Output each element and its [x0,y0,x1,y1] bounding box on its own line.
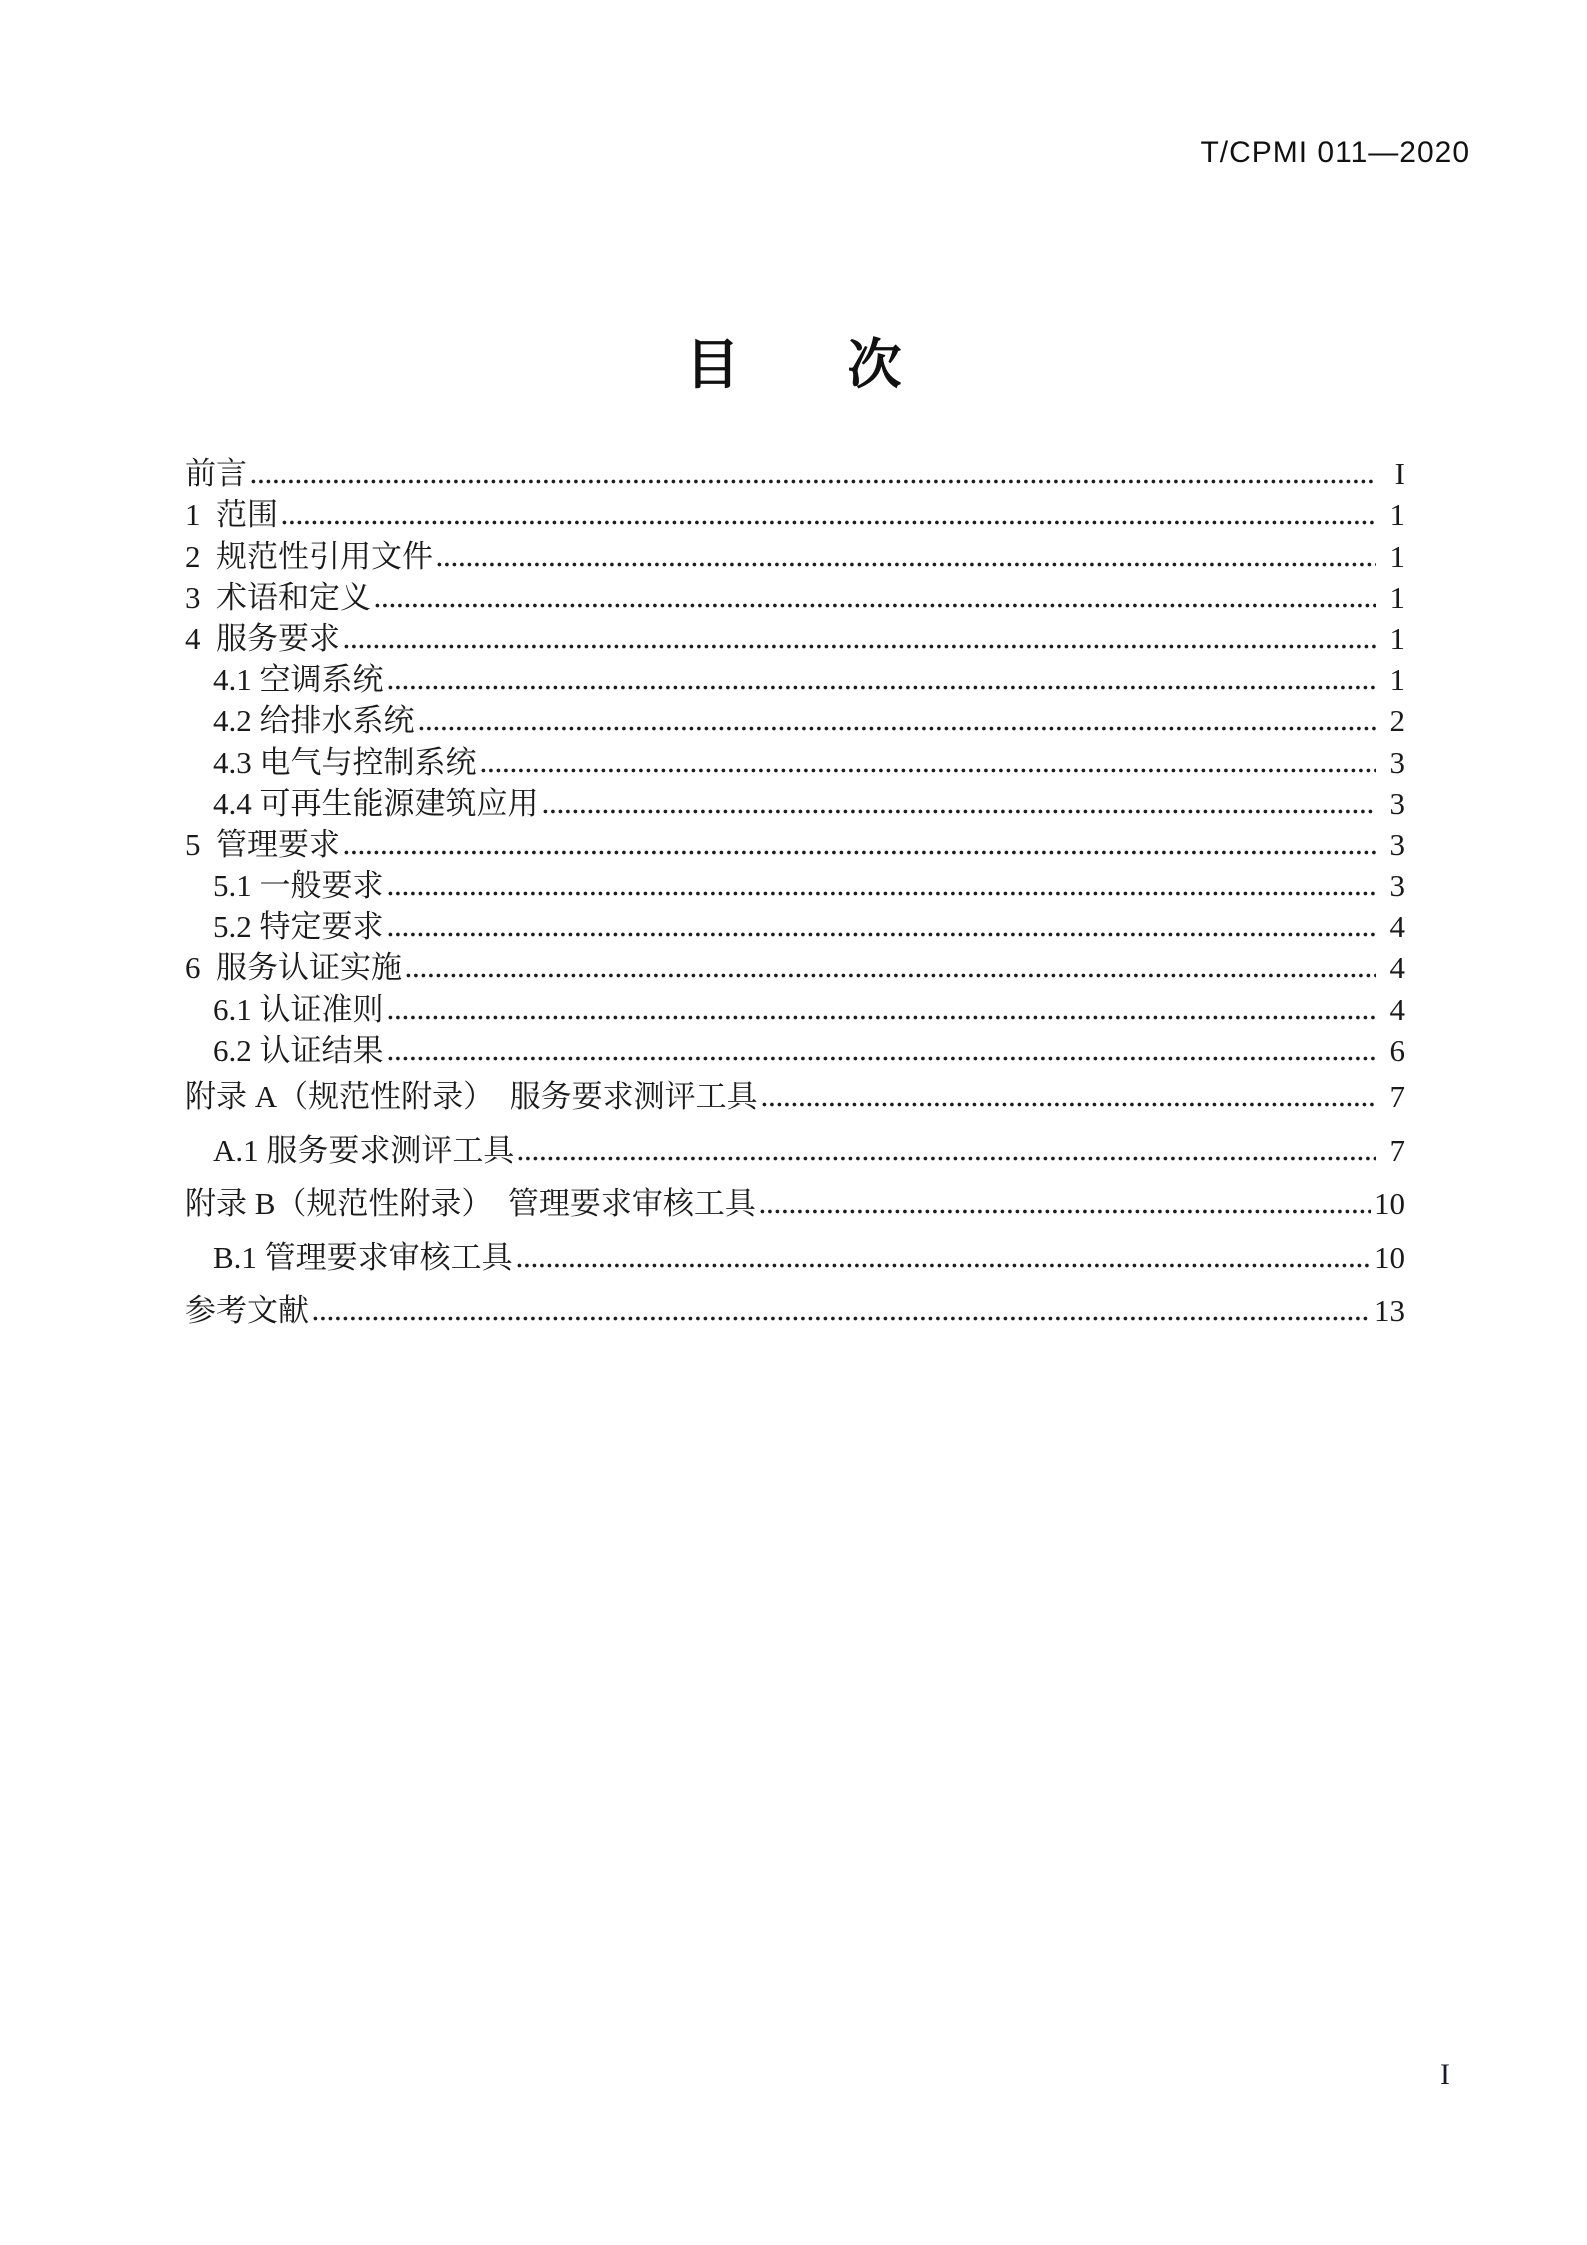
toc-entry-page-number: 13 [1374,1293,1405,1329]
toc-leader-dots [251,479,1376,484]
toc-entry [185,823,1405,864]
toc-entry-label: 2 规范性引用文件 [185,538,433,574]
toc-leader-dots [388,1056,1377,1061]
toc-entry-page-number: 1 [1389,620,1405,656]
toc-entry [185,658,1405,699]
toc-entry [185,1029,1405,1070]
toc-leader-dots [388,1015,1377,1020]
toc-entry-label: 6.1 认证准则 [213,991,384,1027]
toc-entry [185,740,1405,781]
toc-leader-dots [344,850,1376,855]
toc-leader-dots [406,973,1376,978]
toc-entry-page-number: 1 [1389,662,1405,698]
toc-entry [185,864,1405,905]
toc-entry [185,699,1405,740]
footer-page-number: I [1440,2058,1450,2091]
toc-entry-label: 3 术语和定义 [185,579,371,615]
toc-entry [185,1284,1405,1338]
toc-entry-page-number: 3 [1389,785,1405,821]
toc-entry-label: 附录 B（规范性附录） 管理要求审核工具 [185,1186,756,1222]
toc-leader-dots [518,1156,1376,1161]
toc-entry [185,1230,1405,1284]
toc-entry [185,576,1405,617]
toc-entry-label: 附录 A（规范性附录） 服务要求测评工具 [185,1079,758,1115]
toc-entry-page-number: 4 [1389,909,1405,945]
standard-number-header: T/CPMI 011—2020 [1200,136,1470,169]
toc-entry-page-number: 3 [1389,826,1405,862]
toc-entry-label: 4.4 可再生能源建筑应用 [213,785,539,821]
toc-entry-label: 1 范围 [185,497,278,533]
toc-entry-page-number: 1 [1389,497,1405,533]
toc-entry-label: 4 服务要求 [185,620,340,656]
toc-entry-page-number: 10 [1374,1186,1405,1222]
toc-leader-dots [313,1316,1371,1321]
toc-entry-page-number: 1 [1389,579,1405,615]
toc-entry [185,452,1405,493]
toc-entry-page-number: 2 [1389,703,1405,739]
toc-entry-label: 5 管理要求 [185,826,340,862]
toc-entry-page-number: 7 [1389,1132,1405,1168]
toc-entry-label: 4.1 空调系统 [213,662,384,698]
toc-entry-page-number: 7 [1389,1079,1405,1115]
toc-entry-page-number: 6 [1389,1032,1405,1068]
toc-leader-dots [344,644,1376,649]
toc-leader-dots [437,562,1376,567]
toc-leader-dots [388,891,1377,896]
toc-entry-label: 参考文献 [185,1293,309,1329]
toc-entry-label: 5.2 特定要求 [213,909,384,945]
toc-list [185,452,1405,1337]
toc-entry [185,1070,1405,1124]
toc-entry-page-number: 10 [1374,1239,1405,1275]
toc-leader-dots [543,809,1377,814]
toc-leader-dots [375,603,1376,608]
toc-leader-dots [762,1102,1376,1107]
toc-entry [185,782,1405,823]
toc-leader-dots [760,1209,1371,1214]
toc-entry-label: 6 服务认证实施 [185,950,402,986]
toc-leader-dots [481,768,1377,773]
toc-entry-label: A.1 服务要求测评工具 [213,1132,515,1168]
toc-entry [185,987,1405,1028]
toc-entry-label: 4.3 电气与控制系统 [213,744,477,780]
toc-entry-page-number: 4 [1389,950,1405,986]
toc-entry-page-number: 3 [1389,868,1405,904]
toc-entry-label: 5.1 一般要求 [213,868,384,904]
toc-entry [185,493,1405,534]
toc-entry-label: 前言 [185,456,247,492]
toc-entry-page-number: 1 [1389,538,1405,574]
toc-leader-dots [517,1263,1371,1268]
toc-entry [185,617,1405,658]
toc-entry-label: B.1 管理要求审核工具 [213,1239,513,1275]
toc-leader-dots [419,726,1377,731]
toc-entry-page-number: 3 [1389,744,1405,780]
toc-entry-page-number: I [1394,456,1405,492]
toc-entry [185,1123,1405,1177]
toc-entry-label: 4.2 给排水系统 [213,703,415,739]
toc-entry [185,905,1405,946]
toc-entry [185,946,1405,987]
toc-leader-dots [282,520,1376,525]
page-title: 目 次 [685,335,902,395]
toc-entry [185,1177,1405,1231]
toc-entry-label: 6.2 认证结果 [213,1032,384,1068]
toc-entry-page-number: 4 [1389,991,1405,1027]
toc-leader-dots [388,685,1377,690]
toc-entry [185,534,1405,575]
toc-leader-dots [388,932,1377,937]
